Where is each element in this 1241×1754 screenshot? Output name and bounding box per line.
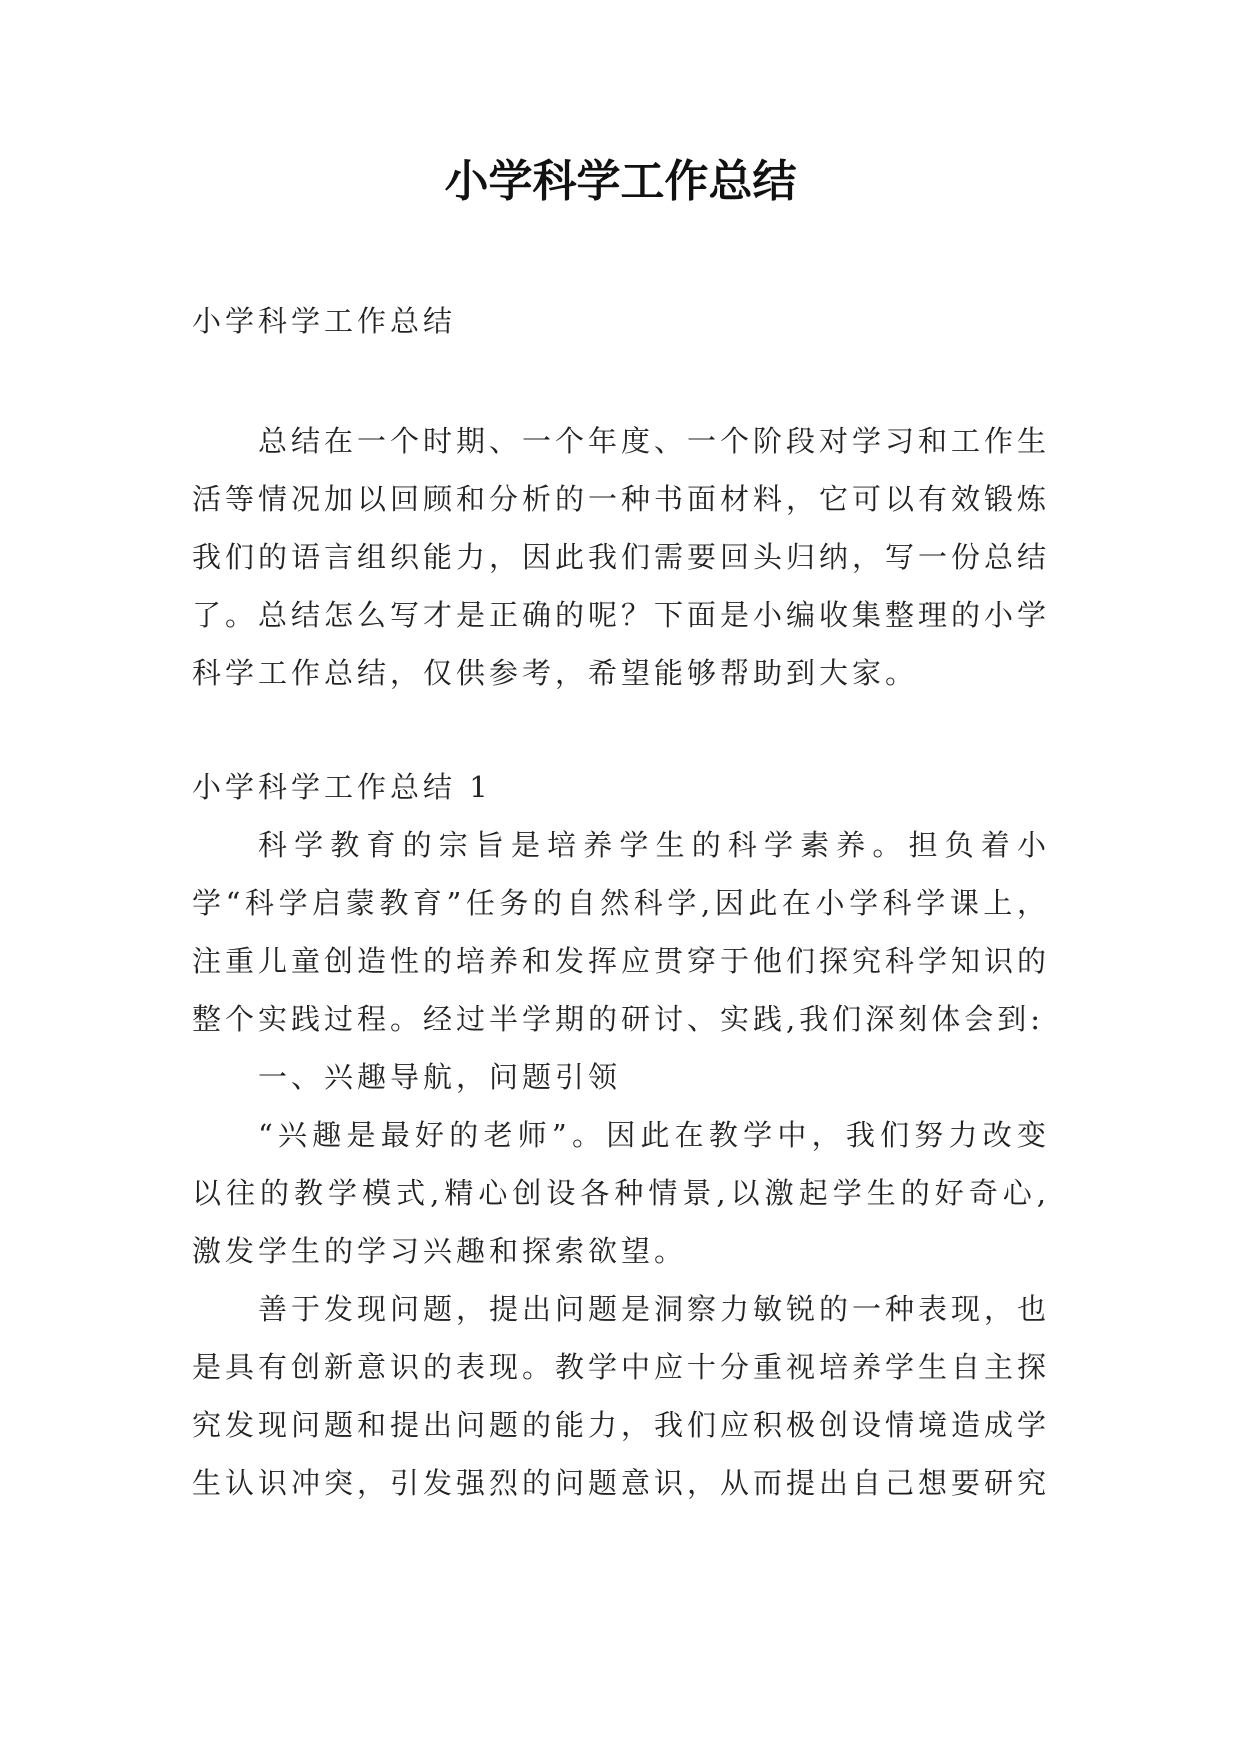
body-paragraph: 科学教育的宗旨是培养学生的科学素养。担负着小学“科学启蒙教育”任务的自然科学,因此在小学科学课上，注重儿童创造性的培养和发挥应贯穿于他们探究科学知识的整个实践过程。经过半学期的研讨、实践,我们深刻体会到: xyxy=(192,828,1051,1036)
section-heading: 小学科学工作总结 1 xyxy=(192,770,492,804)
body-paragraph: “兴趣是最好的老师”。因此在教学中，我们努力改变以往的教学模式,精心创设各种情景,以激起学生的好奇心,激发学生的学习兴趣和探索欲望。 xyxy=(192,1118,1050,1268)
point-heading: 一、兴趣导航，问题引领 xyxy=(258,1060,622,1094)
body-paragraph: 善于发现问题，提出问题是洞察力敏锐的一种表现，也是具有创新意识的表现。教学中应十分重视培养学生自主探究发现问题和提出问题的能力，我们应积极创设情境造成学生认识冲突，引发强烈的问题意识，从而提出自己想要研究 xyxy=(192,1292,1051,1500)
document-body xyxy=(192,292,1050,1512)
document-subtitle: 小学科学工作总结 xyxy=(192,304,457,338)
intro-paragraph: 总结在一个时期、一个年度、一个阶段对学习和工作生活等情况加以回顾和分析的一种书面材料，它可以有效锻炼我们的语言组织能力，因此我们需要回头归纳，写一份总结了。总结怎么写才是正确的呢？下面是小编收集整理的小学科学工作总结，仅供参考，希望能够帮助到大家。 xyxy=(192,424,1051,690)
document-title: 小学科学工作总结 xyxy=(444,156,797,207)
